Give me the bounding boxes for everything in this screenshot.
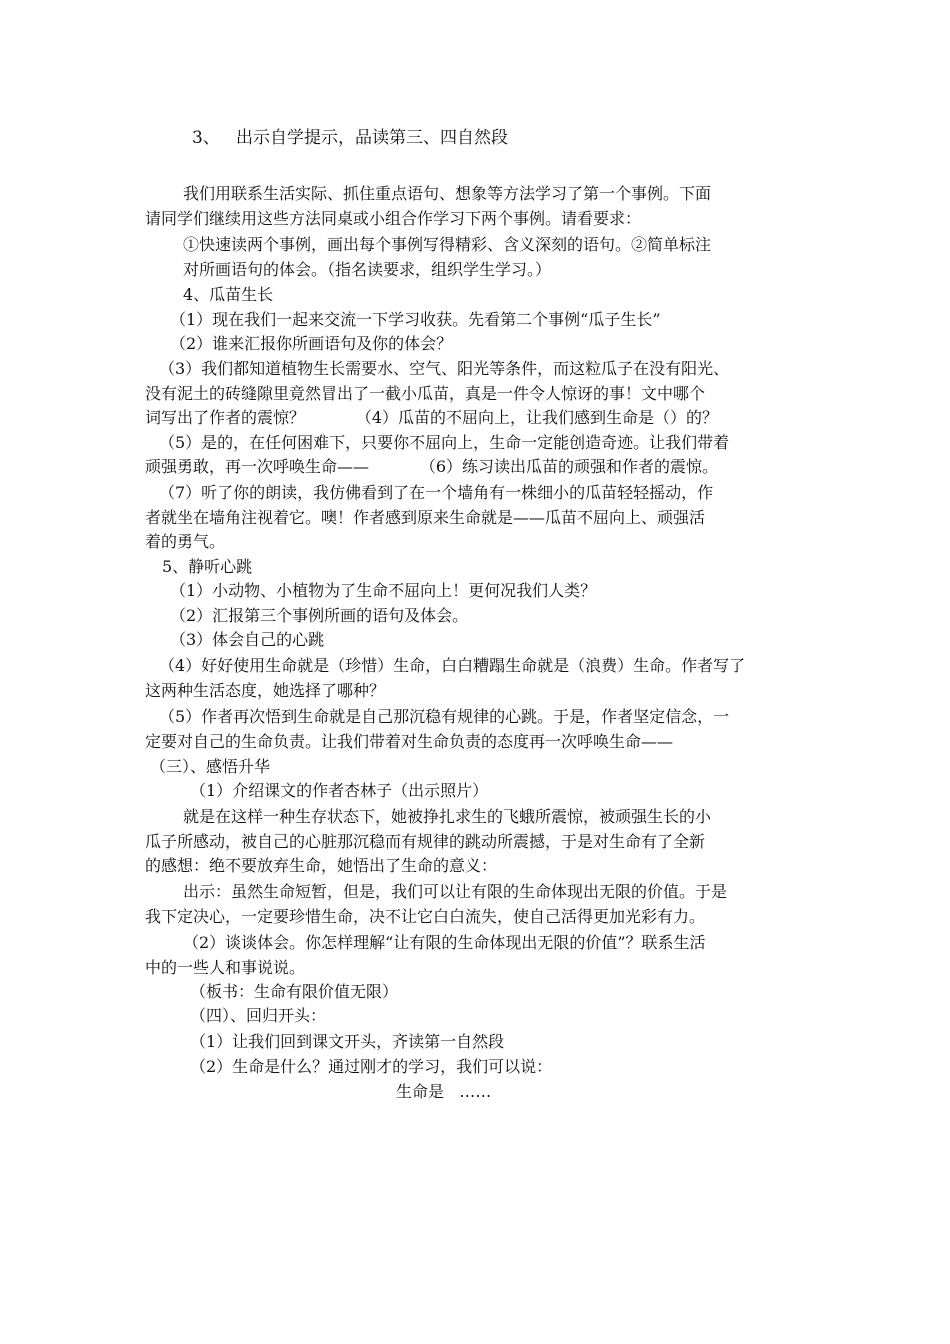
paragraph-line: （3）我们都知道植物生长需要水、空气、阳光等条件，而这粒瓜子在没有阳光、 — [159, 359, 730, 378]
paragraph-line: （1）小动物、小植物为了生命不屈向上！更何况我们人类？ — [170, 581, 597, 600]
paragraph-line: （1）现在我们一起来交流一下学习收获。先看第二个事例“瓜子生长” — [170, 310, 661, 329]
paragraph-line: 没有泥土的砖缝隙里竟然冒出了一截小瓜苗，真是一件令人惊讶的事！文中哪个 — [145, 384, 706, 403]
paragraph-line: （2）生命是什么？通过刚才的学习，我们可以说： — [190, 1057, 553, 1076]
paragraph-line: （2）谁来汇报你所画语句及你的体会？ — [170, 334, 453, 353]
paragraph-line: 就是在这样一种生存状态下，她被挣扎求生的飞蛾所震惊，被顽强生长的小 — [183, 807, 712, 826]
paragraph-line: 的感想：绝不要放弃生命，她悟出了生命的意义： — [145, 856, 498, 875]
paragraph-line: （5）是的，在任何困难下，只要你不屈向上，生命一定能创造奇迹。让我们带着 — [159, 433, 730, 452]
paragraph-line: （1）介绍课文的作者杏林子（出示照片） — [190, 781, 489, 800]
paragraph-line: （3）体会自己的心跳 — [170, 630, 325, 649]
section-heading: 3、 出示自学提示，品读第三、四自然段 — [192, 128, 509, 148]
section-heading: （三）、感悟升华 — [150, 757, 271, 776]
section-heading: 4、瓜苗生长 — [183, 285, 274, 304]
paragraph-line: 我下定决心，一定要珍惜生命，决不让它白白流失，使自己活得更加光彩有力。 — [145, 907, 706, 926]
paragraph-line: 请同学们继续用这些方法同桌或小组合作学习下两个事例。请看要求： — [145, 209, 642, 228]
paragraph-line: （2）汇报第三个事例所画的语句及体会。 — [170, 606, 469, 625]
paragraph-line: （7）听了你的朗读，我仿佛看到了在一个墙角有一株细小的瓜苗轻轻摇动，作 — [159, 483, 714, 502]
paragraph-line: 定要对自己的生命负责。让我们带着对生命负责的态度再一次呼唤生命—— — [145, 732, 674, 751]
paragraph-line: 这两种生活态度，她选择了哪种？ — [145, 681, 386, 700]
paragraph-line: 中的一些人和事说说。 — [145, 958, 306, 977]
paragraph-line: 出示：虽然生命短暂，但是，我们可以让有限的生命体现出无限的价值。于是 — [183, 882, 728, 901]
paragraph-line: （4）好好使用生命就是（珍惜）生命，白白糟蹋生命就是（浪费）生命。作者写了 — [159, 656, 746, 675]
paragraph-line: 词写出了作者的震惊？ （4）瓜苗的不屈向上，让我们感到生命是（）的？ — [145, 408, 719, 427]
paragraph-line: ①快速读两个事例，画出每个事例写得精彩、含义深刻的语句。②简单标注 — [183, 235, 712, 254]
paragraph-line: （1）让我们回到课文开头，齐读第一自然段 — [190, 1032, 505, 1051]
paragraph-line: 我们用联系生活实际、抓住重点语句、想象等方法学习了第一个事例。下面 — [183, 184, 712, 203]
paragraph-line: 着的勇气。 — [145, 532, 226, 551]
paragraph-line: （2）谈谈体会。你怎样理解“让有限的生命体现出无限的价值”？联系生活 — [183, 933, 706, 952]
board-note: （板书：生命有限价值无限） — [190, 982, 399, 1001]
paragraph-line: （5）作者再次悟到生命就是自己那沉稳有规律的心跳。于是，作者坚定信念，一 — [159, 707, 730, 726]
closing-line: 生命是 …… — [396, 1082, 492, 1101]
paragraph-line: 对所画语句的体会。（指名读要求，组织学生学习。） — [183, 260, 552, 279]
paragraph-line: 顽强勇敢，再一次呼唤生命—— （6）练习读出瓜苗的顽强和作者的震惊。 — [145, 457, 719, 476]
section-heading: （四）、回归开头： — [190, 1006, 327, 1025]
section-heading: 5、静听心跳 — [162, 557, 253, 576]
paragraph-line: 者就坐在墙角注视着它。噢！作者感到原来生命就是——瓜苗不屈向上、顽强活 — [145, 508, 706, 527]
paragraph-line: 瓜子所感动，被自己的心脏那沉稳而有规律的跳动所震撼，于是对生命有了全新 — [145, 832, 706, 851]
